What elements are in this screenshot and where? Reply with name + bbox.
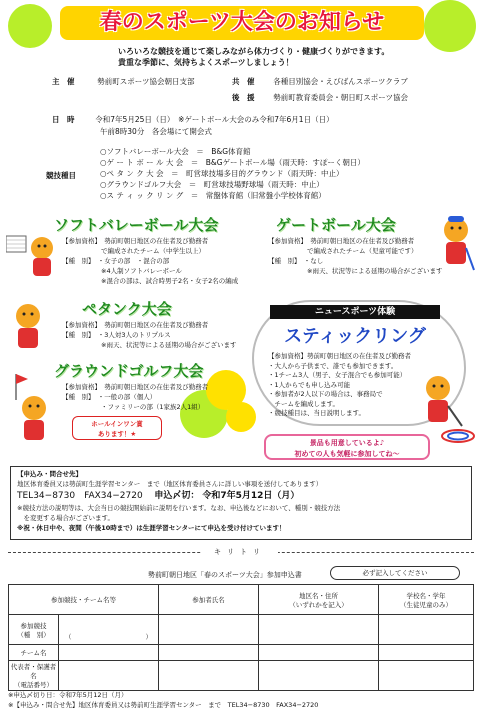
event-cell[interactable] <box>9 615 159 645</box>
stickring-line: 【参加資格】勢前町朝日地区の在住者及び勤務者 <box>268 352 411 360</box>
holeinone-bubble <box>72 416 162 440</box>
newsport-band: ニュースポーツ体験 <box>270 305 440 319</box>
stickring-line: ・1チーム3人（男子、女子混合でも参加可能） <box>268 371 407 379</box>
apply-tel: TEL34−8730 FAX34−2720 <box>17 491 143 501</box>
decor-circle <box>424 0 476 52</box>
gateball-text <box>268 236 442 276</box>
host-value: 勢前町スポーツ協会朝日支部 <box>97 77 195 86</box>
stickring-line: ・参加者が2人以下の場合は、事務局で <box>268 390 383 398</box>
events-label: 競技種目 <box>46 171 76 180</box>
event-item: ○ペ タ ン ク 大 会 ＝ 町営球技場多目的グラウンド（雨天時：中止） <box>100 169 344 178</box>
groundgolf-line: 【参加資格】 勢前町朝日地区の在住者及び勤務者 <box>62 383 209 391</box>
support-label: 後 援 <box>232 93 255 102</box>
event-item: ○ス テ ィ ッ ク リ ン グ ＝ 常盤体育館（旧常盤小学校体育館） <box>100 191 326 200</box>
name-cell[interactable] <box>159 615 259 645</box>
cohost-value: 各種目別協会・えびばんスポーツクラブ <box>273 77 408 86</box>
mascot-gateball-illustration <box>434 212 478 274</box>
col-school-sub: （生徒児童のみ） <box>400 600 452 609</box>
apply-contact-line: 地区体育委員又は勢前町生涯学習センター まで（地区体育委員さんに詳しい事項を送付してあります） <box>17 480 323 488</box>
petanque-text <box>62 320 236 350</box>
softvolley-title: ソフトバレーボール大会 <box>54 216 219 234</box>
team-cell[interactable] <box>9 645 159 661</box>
apply-heading: 【申込み・問合せ先】 <box>17 470 82 478</box>
area-cell[interactable] <box>259 645 379 661</box>
name-cell[interactable] <box>159 661 259 691</box>
col-area-sub: （いずれかを記入） <box>289 600 348 609</box>
table-row <box>9 661 474 691</box>
date-value: 令和7年5月25日（日） ※ゲートボール大会のみ令和7年6月1日（日） <box>95 115 334 124</box>
form-required-note: 必ず記入してください <box>330 566 460 580</box>
decor-circle <box>8 4 52 48</box>
stickring-line: チームを編成します。 <box>268 399 339 408</box>
mascot-volleyball-illustration <box>6 226 56 280</box>
school-cell[interactable] <box>379 661 474 691</box>
gateball-title: ゲートボール大会 <box>276 216 396 234</box>
row-event-label: 参加競技 <box>20 621 47 630</box>
area-cell[interactable] <box>259 615 379 645</box>
groundgolf-line: 【種 別】 ・一般の部（個人） <box>62 393 157 401</box>
footer <box>8 690 318 710</box>
mascot-stickring-illustration <box>414 370 476 446</box>
table-row <box>9 645 474 661</box>
intro-text <box>118 46 418 68</box>
gateball-line: ※雨天、状況等による延期の場合がございます <box>268 267 443 275</box>
col-school <box>379 585 474 615</box>
stickring-line: ・1人からでも申し込み可能 <box>268 380 351 389</box>
softvolley-line: 【種 別】 ・女子の部 ・混合の部 <box>62 257 170 265</box>
gift-bubble <box>264 434 430 460</box>
rep-cell[interactable] <box>9 661 159 691</box>
cohost-row <box>232 76 408 87</box>
host-row <box>52 76 194 87</box>
gateball-line: で編成されたチーム（児童可能です） <box>268 247 418 255</box>
apply-info-box <box>10 466 472 540</box>
gift-text: 景品も用意しているよ♪ 初めての人も気軽に参加してね〜 <box>294 439 400 458</box>
support-row <box>232 92 408 103</box>
area-cell[interactable] <box>259 661 379 691</box>
cohost-label: 共 催 <box>232 77 255 86</box>
softvolley-line: で編成されたチーム（中学生以上） <box>62 247 205 255</box>
softvolley-line: 【参加資格】 勢前町朝日地区の在住者及び勤務者 <box>62 237 209 245</box>
time-row <box>100 126 212 137</box>
row-team-label: チーム名 <box>9 645 59 660</box>
row-phone-label: （電話番号） <box>14 681 53 689</box>
stickring-line: ・競技種目は、当日説明します。 <box>268 409 365 417</box>
application-form <box>8 584 474 691</box>
footer-deadline: ※申込〆切り日：令和7年5月12日（月） <box>8 691 128 699</box>
school-cell[interactable] <box>379 645 474 661</box>
time-value: 午前8時30分 各会場にて開会式 <box>100 127 212 136</box>
apply-note-weekend: ※祝・休日中や、夜間（午後10時まで）は生涯学習センターにて申込を受け付けています！ <box>17 524 286 532</box>
apply-note: ※競技方法の説明等は、大会当日の競技開始前に説明を行います。なお、申込後などにおいて、種別・競技方法 <box>17 504 341 512</box>
paren-close: ） <box>145 633 152 641</box>
support-value: 勢前町教育委員会・朝日町スポーツ協会 <box>273 93 408 102</box>
paren-open: （ <box>65 633 72 641</box>
softvolley-line: ※4人制ソフトバレーボール <box>62 267 182 275</box>
date-row <box>52 114 334 125</box>
host-label: 主 催 <box>52 77 75 86</box>
intro-line: いろいろな競技を通じて楽しみながら体力づくり・健康づくりができます。 <box>118 47 390 56</box>
school-cell[interactable] <box>379 615 474 645</box>
table-row <box>9 615 474 645</box>
footer-contact: ※【申込み・問合せ先】地区体育委員又は勢前町生涯学習センター まで TEL34−8730 FAX34−2720 <box>8 701 319 709</box>
events-list <box>100 146 365 201</box>
softvolley-text <box>62 236 238 286</box>
groundgolf-line: ・ファミリーの部（1家族2人1組） <box>62 403 205 411</box>
stickring-line: ・大人から子供まで、誰でも参加できます。 <box>268 361 398 370</box>
stickring-title: スティックリング <box>284 326 426 347</box>
gateball-line: 【参加資格】 勢前町朝日地区の在住者及び勤務者 <box>268 237 415 245</box>
name-cell[interactable] <box>159 645 259 661</box>
softvolley-line: ※混合の部は、試合時男子2名・女子2名の編成 <box>62 277 239 285</box>
mascot-golf-illustration <box>6 374 56 444</box>
event-item: ○ソフトバレーボール大会 ＝ B&G体育館 <box>100 147 251 156</box>
petanque-line: 【参加資格】 勢前町朝日地区の在住者及び勤務者 <box>62 321 209 329</box>
col-area <box>259 585 379 615</box>
decor-circle <box>226 402 256 432</box>
intro-line: 貴重な季節に、気持ちよくスポーツしましょう！ <box>118 58 294 67</box>
groundgolf-title: グラウンドゴルフ大会 <box>54 362 204 380</box>
apply-note: を変更する場合がございます。 <box>17 514 114 522</box>
event-item: ○グラウンドゴルフ大会 ＝ 町営球技場野球場（雨天時：中止） <box>100 180 324 189</box>
page-title: 春のスポーツ大会のお知らせ <box>60 6 424 40</box>
col-area-label: 地区名・住所 <box>299 591 338 600</box>
row-rep-label: 代表者・保護者名 <box>10 663 57 680</box>
petanque-line: ※雨天、状況等による延期の場合がございます <box>62 341 237 349</box>
stickring-text <box>268 352 411 419</box>
groundgolf-text <box>62 382 208 412</box>
col-event: 参加競技・チーム名等 <box>9 585 159 615</box>
form-title: 勢前町朝日地区「春のスポーツ大会」参加申込書 <box>148 571 302 579</box>
date-label: 日 時 <box>52 115 75 124</box>
mascot-petanque-illustration <box>6 300 50 354</box>
petanque-line: 【種 別】 ・3人対3人のトリプルス <box>62 331 171 339</box>
col-school-label: 学校名・学年 <box>406 591 446 600</box>
col-name: 参加者氏名 <box>159 585 259 615</box>
event-item: ○ゲ ー ト ボ ー ル 大 会 ＝ B&Gゲートボール場（雨天時：すぽーく朝日） <box>100 158 365 167</box>
petanque-title: ペタンク大会 <box>82 300 172 318</box>
row-type-label: （種 別） <box>17 630 50 639</box>
deadline-label: 申込〆切： <box>154 491 200 501</box>
deadline-value: 令和7年5月12日（月） <box>202 491 300 501</box>
apply-tel-row <box>17 489 465 503</box>
holeinone-text: ホールインワン賞 あります！★ <box>91 420 143 438</box>
kiritori-label: キリトリ <box>202 547 278 557</box>
gateball-line: 【種 別】 ・なし <box>268 257 324 265</box>
